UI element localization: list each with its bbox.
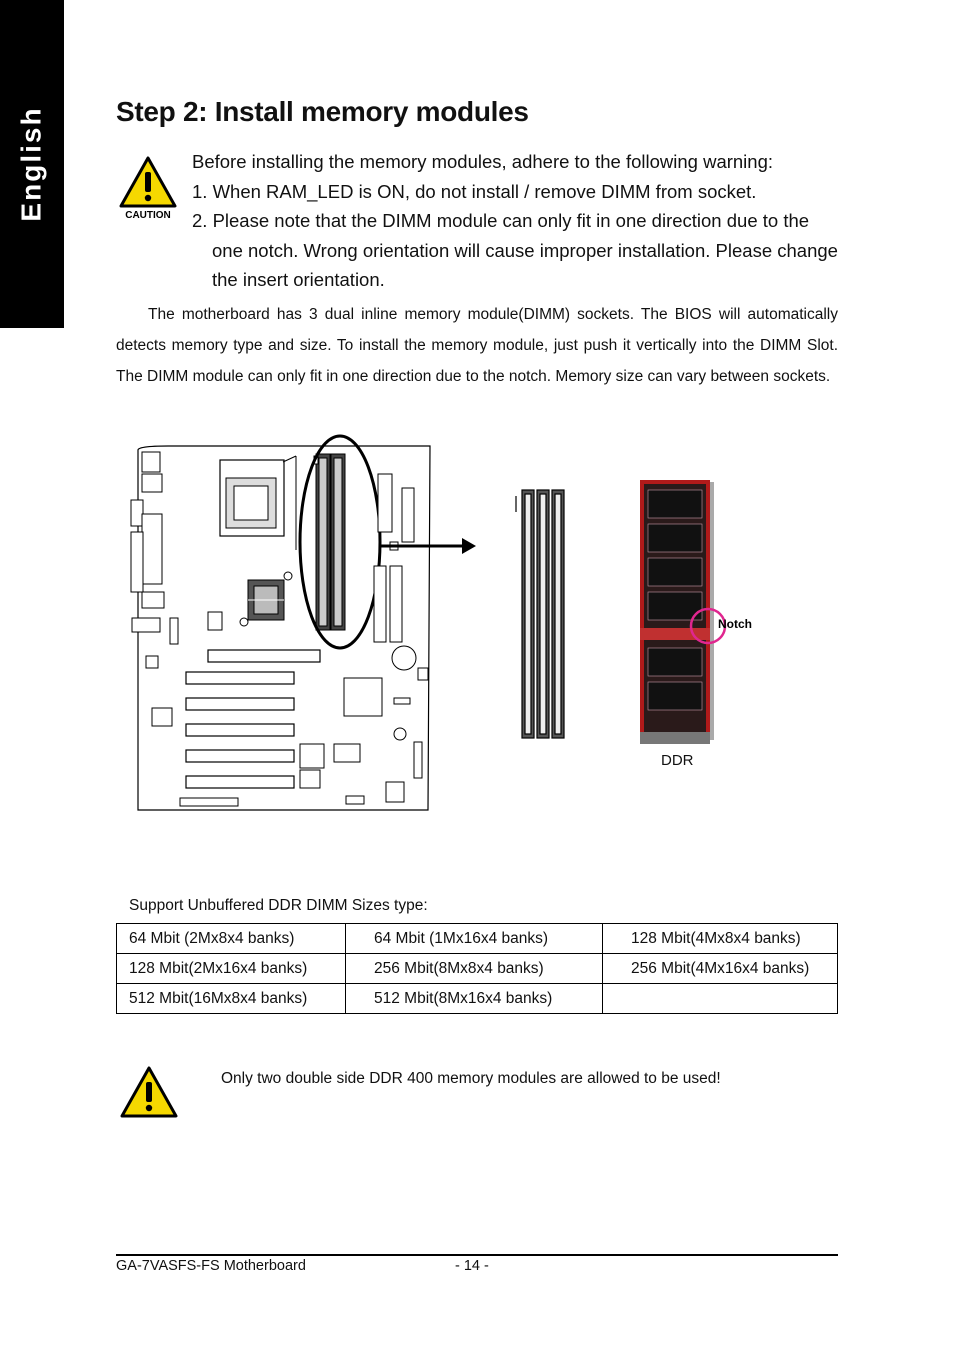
page-title: Step 2: Install memory modules [116,96,529,127]
front-panel-header [170,618,178,644]
warning-intro: Before installing the memory modules, adhere to the following warning: [192,151,774,172]
notch-label: Notch [718,617,752,631]
fan-header [208,612,222,630]
table-cell: 128 Mbit(2Mx16x4 banks) [117,954,346,984]
dimm-slot-detail [516,490,564,738]
southbridge-chip [344,678,382,716]
table-cell: 512 Mbit(16Mx8x4 banks) [117,984,346,1014]
floppy-connector [180,798,238,806]
warning-block [192,147,842,295]
language-side-tab [0,0,64,328]
table-cell: 128 Mbit(4Mx8x4 banks) [603,924,838,954]
table-cell [603,984,838,1014]
footer-divider [116,1254,838,1256]
warning-item: 2. Please note that the DIMM module can only fit in one direction due to the one notch. Wrong orientation will cause improper installation. Please change the insert orientation. [192,210,838,290]
table-row [117,924,838,954]
caution-icon [118,156,178,222]
table-cell: 64 Mbit (1Mx16x4 banks) [346,924,603,954]
northbridge-heatsink [240,572,292,626]
table-caption: Support Unbuffered DDR DIMM Sizes type: [129,897,428,914]
body-paragraph [116,299,838,392]
table-cell: 256 Mbit(8Mx8x4 banks) [346,954,603,984]
dimm-sizes-table [116,923,838,1014]
warning-item: 1. When RAM_LED is ON, do not install / remove DIMM from socket. [192,180,757,202]
warning-icon [120,1066,178,1120]
jumper-block [146,656,158,668]
table-row [117,984,838,1014]
caution-label: CAUTION [125,210,171,221]
table-cell: 512 Mbit(8Mx16x4 banks) [346,984,603,1014]
body-text: The motherboard has 3 dual inline memory module(DIMM) sockets. The BIOS will automatically detects memory type and size. To install the memory module, just push it vertically into the DIMM Slot. The DIMM module can only fit in one direction due to the notch. Memory size can vary between sockets. [116,306,838,385]
rear-io-ports [131,452,164,632]
table-row [117,954,838,984]
page-number: - 14 - [455,1258,489,1274]
memory-note: Only two double side DDR 400 memory modules are allowed to be used! [221,1070,721,1087]
footer-product: GA-7VASFS-FS Motherboard [116,1258,306,1274]
pointer-arrow-head [462,538,476,554]
ddr-module [640,480,714,744]
table-cell: 64 Mbit (2Mx8x4 banks) [117,924,346,954]
agp-slot [208,650,320,662]
table-cell: 256 Mbit(4Mx16x4 banks) [603,954,838,984]
ddr-caption: DDR [661,752,694,769]
dimm-socket-group [314,454,345,630]
bios-battery [392,646,416,670]
language-label: English [16,106,47,222]
